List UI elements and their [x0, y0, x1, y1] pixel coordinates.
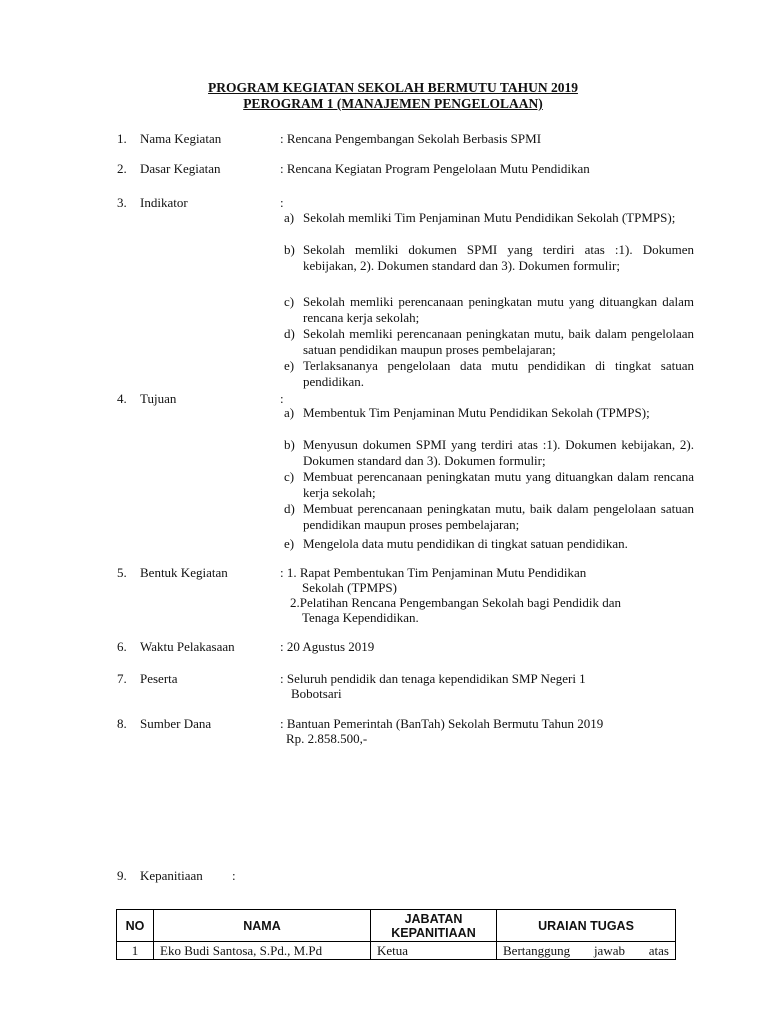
- indikator-item-b: [284, 242, 694, 274]
- item-number: 5.: [117, 565, 127, 580]
- indikator-item-a: [284, 210, 694, 226]
- list-text: Sekolah memliki perencanaan peningkatan mutu, baik dalam pengelolaan satuan pendidikan maupun proses pembelajaran;: [303, 326, 694, 357]
- item-label: Kepanitiaan: [140, 868, 203, 883]
- uraian-word-3: atas: [648, 942, 669, 958]
- item-number: 3.: [117, 195, 127, 210]
- document-title: PROGRAM KEGIATAN SEKOLAH BERMUTU TAHUN 2019: [208, 80, 578, 95]
- item-label: Bentuk Kegiatan: [140, 565, 228, 580]
- table-header-row: [117, 910, 676, 942]
- tujuan-item-b: [284, 437, 694, 469]
- item-label: Tujuan: [140, 391, 177, 406]
- table-row: [117, 942, 676, 960]
- list-text: Membuat perencanaan peningkatan mutu, baik dalam pengelolaan satuan pendidikan maupun proses pembelajaran;: [303, 501, 694, 532]
- item-value: : 20 Agustus 2019: [280, 639, 375, 654]
- item-value: : Rencana Pengembangan Sekolah Berbasis SPMI: [280, 131, 542, 146]
- item-label: Peserta: [140, 671, 178, 686]
- item-label: Nama Kegiatan: [140, 131, 222, 146]
- list-letter: e): [284, 358, 295, 373]
- list-text: Menyusun dokumen SPMI yang terdiri atas :1). Dokumen kebijakan, 2). Dokumen standard dan 3). Dokumen formulir;: [303, 437, 694, 468]
- list-text: Terlaksananya pengelolaan data mutu pendidikan di tingkat satuan pendidikan.: [303, 358, 694, 389]
- item-value: : Rencana Kegiatan Program Pengelolaan Mutu Pendidikan: [280, 161, 590, 176]
- item-value: : Seluruh pendidik dan tenaga kependidikan SMP Negeri 1: [280, 671, 586, 686]
- header-nama: NAMA: [154, 910, 371, 942]
- item-label: Waktu Pelakasaan: [140, 639, 235, 654]
- cell-jabatan: Ketua: [371, 942, 497, 960]
- uraian-word-2: jawab: [593, 942, 625, 958]
- header-no: NO: [117, 910, 154, 942]
- item-label: Indikator: [140, 195, 188, 210]
- list-letter: b): [284, 437, 295, 452]
- item-number: 4.: [117, 391, 127, 406]
- list-letter: b): [284, 242, 295, 257]
- list-letter: e): [284, 536, 295, 551]
- list-text: Mengelola data mutu pendidikan di tingkat satuan pendidikan.: [303, 536, 628, 551]
- item-value: : Bantuan Pemerintah (BanTah) Sekolah Bermutu Tahun 2019: [280, 716, 604, 731]
- list-text: Sekolah memliki perencanaan peningkatan mutu yang dituangkan dalam rencana kerja sekolah;: [303, 294, 694, 325]
- item-number: 8.: [117, 716, 127, 731]
- item-label: Dasar Kegiatan: [140, 161, 221, 176]
- cell-no: 1: [117, 942, 154, 960]
- tujuan-item-d: [284, 501, 694, 533]
- tujuan-item-c: [284, 469, 694, 501]
- cell-nama: Eko Budi Santosa, S.Pd., M.Pd: [154, 942, 371, 960]
- item-value: :: [280, 391, 284, 406]
- item-number: 9.: [117, 868, 127, 883]
- list-letter: d): [284, 501, 295, 516]
- list-letter: c): [284, 294, 295, 309]
- cell-uraian: [497, 942, 676, 960]
- item-value: :: [232, 868, 236, 883]
- indikator-item-c: [284, 294, 694, 326]
- tujuan-item-a: [284, 405, 694, 421]
- list-letter: a): [284, 210, 295, 225]
- indikator-item-d: [284, 326, 694, 358]
- item-number: 2.: [117, 161, 127, 176]
- uraian-word-1: Bertanggung: [503, 942, 571, 958]
- bentuk-kegiatan-line3: 2.Pelatihan Rencana Pengembangan Sekolah bagi Pendidik dan: [290, 595, 622, 610]
- item-value: :: [280, 195, 284, 210]
- committee-table: [116, 909, 676, 960]
- list-text: Sekolah memliki dokumen SPMI yang terdiri atas :1). Dokumen kebijakan, 2). Dokumen standard dan 3). Dokumen formulir;: [303, 242, 694, 273]
- peserta-line2: Bobotsari: [291, 686, 342, 701]
- list-text: Sekolah memliki Tim Penjaminan Mutu Pendidikan Sekolah (TPMPS);: [303, 210, 676, 225]
- item-number: 1.: [117, 131, 127, 146]
- item-value: : 1. Rapat Pembentukan Tim Penjaminan Mutu Pendidikan: [280, 565, 587, 580]
- list-letter: c): [284, 469, 295, 484]
- sumber-dana-amount: Rp. 2.858.500,-: [286, 731, 368, 746]
- bentuk-kegiatan-line4: Tenaga Kependidikan.: [302, 610, 419, 625]
- header-uraian: URAIAN TUGAS: [497, 910, 676, 942]
- item-number: 7.: [117, 671, 127, 686]
- list-text: Membuat perencanaan peningkatan mutu yang dituangkan dalam rencana kerja sekolah;: [303, 469, 694, 500]
- item-number: 6.: [117, 639, 127, 654]
- item-label: Sumber Dana: [140, 716, 212, 731]
- list-letter: a): [284, 405, 295, 420]
- header-jabatan-line2: KEPANITIAAN: [391, 925, 476, 940]
- tujuan-item-e: [284, 536, 694, 552]
- header-jabatan: [371, 910, 497, 942]
- list-letter: d): [284, 326, 295, 341]
- bentuk-kegiatan-line2: Sekolah (TPMPS): [302, 580, 397, 595]
- indikator-item-e: [284, 358, 694, 390]
- document-subtitle: PEROGRAM 1 (MANAJEMEN PENGELOLAAN): [243, 96, 543, 111]
- header-jabatan-line1: JABATAN: [404, 911, 463, 926]
- list-text: Membentuk Tim Penjaminan Mutu Pendidikan Sekolah (TPMPS);: [303, 405, 650, 420]
